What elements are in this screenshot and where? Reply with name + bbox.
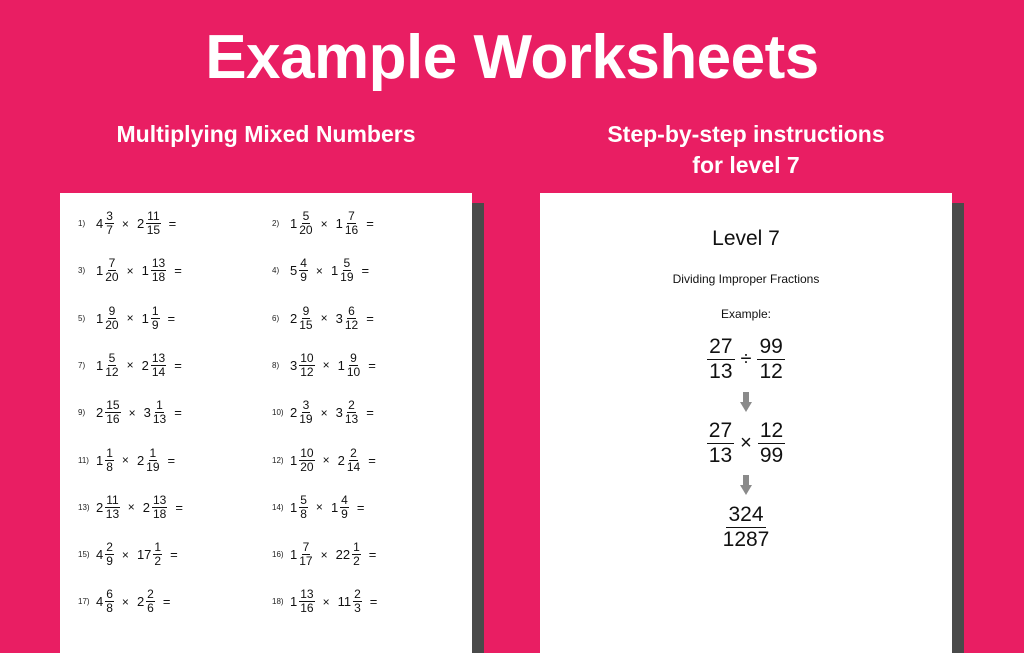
denominator: 12 [105,364,119,379]
numerator: 3 [106,209,113,223]
problem-6 [272,305,374,332]
problem-number: 4) [272,266,280,276]
numerator: 1 [106,445,113,460]
denominator: 13 [344,412,359,427]
numerator: 99 [759,335,783,358]
example-label: Example: [720,307,772,321]
numerator: 2 [354,587,361,602]
denominator: 10 [346,364,361,379]
problem-4 [272,257,369,284]
whole-number: 1 [290,594,298,610]
problem-17 [78,588,170,615]
right-subtitle [540,119,952,181]
denominator: 19 [340,270,354,285]
numerator: 6 [348,303,355,318]
numerator: 7 [348,209,355,223]
denominator: 12 [759,360,783,383]
denominator: 7 [106,223,113,237]
whole-number: 5 [290,263,298,279]
multiply-operator: × [126,311,134,326]
numerator: 1 [149,445,157,460]
whole-number: 2 [290,405,298,421]
right-subtitle-line1: Step-by-step instructions [607,121,885,147]
whole-number: 17 [136,547,152,563]
fraction [105,541,114,568]
level-title: Level 7 [712,227,780,250]
fraction [146,447,159,474]
whole-number: 1 [96,452,104,468]
fraction [105,257,118,284]
arrow-down-icon [740,475,752,495]
numerator: 10 [300,350,314,365]
numerator: 324 [728,503,764,526]
fraction [352,541,361,568]
fraction [153,399,166,426]
multiply-operator: × [121,216,129,231]
whole-number: 1 [330,263,339,279]
problem-number: 7) [78,360,86,370]
fraction [347,352,360,379]
problem-number: 1) [78,219,86,228]
fraction [299,352,314,379]
worksheet-level-7-instructions [540,193,952,653]
numerator: 7 [108,256,116,271]
denominator: 18 [151,270,166,285]
problem-10 [272,399,374,426]
right-sheet-shadow [952,203,964,653]
numerator: 1 [151,303,159,318]
denominator: 9 [106,554,113,569]
whole-number: 2 [141,357,149,373]
problem-5 [78,305,175,332]
fraction [757,335,784,384]
fraction [299,494,308,521]
fraction [347,447,360,474]
fraction [707,335,734,384]
equals-sign: = [369,594,378,610]
fraction [105,352,118,379]
denominator: 18 [152,506,167,521]
denominator: 13 [709,360,733,383]
denominator: 16 [300,601,314,616]
numerator: 2 [147,587,154,602]
denominator: 2 [353,554,360,569]
fraction [151,352,166,379]
right-subtitle-line2: for level 7 [692,152,800,178]
equals-sign: = [167,310,176,326]
whole-number: 1 [96,357,104,373]
problem-3 [78,257,182,284]
numerator: 5 [300,492,307,507]
equals-sign: = [162,594,171,610]
problem-13 [78,494,183,521]
step-3-result [540,503,952,552]
fraction [340,257,353,284]
fraction [299,447,314,474]
problem-11 [78,447,175,474]
numerator: 13 [151,256,166,271]
denominator: 3 [354,601,361,616]
multiply-operator: × [126,358,134,373]
denominator: 8 [106,459,113,474]
arrow-down-icon [740,392,752,412]
numerator: 13 [151,350,166,365]
equals-sign: = [174,357,182,373]
denominator: 99 [759,444,784,467]
multiply-operator: × [121,547,129,562]
multiply-operator: × [320,405,328,420]
whole-number: 2 [96,499,104,515]
whole-number: 22 [335,547,351,563]
numerator: 5 [302,209,310,223]
numerator: 10 [300,445,314,460]
denominator: 14 [346,459,361,474]
numerator: 13 [152,492,167,507]
fraction [153,541,162,568]
multiply-operator: × [127,500,135,515]
worksheet-multiplying-mixed-numbers [60,193,472,653]
whole-number: 1 [290,547,298,563]
denominator: 9 [151,317,159,332]
multiply-operator: × [320,216,328,231]
whole-number: 2 [337,452,345,468]
numerator: 2 [348,398,355,413]
left-subtitle: Multiplying Mixed Numbers [116,121,416,147]
problem-number: 5) [78,313,86,323]
denominator: 12 [300,364,314,379]
problem-number: 6) [272,313,280,323]
problem-7 [78,352,182,379]
numerator: 5 [108,350,116,365]
fraction [105,447,114,474]
denominator: 20 [299,223,313,237]
denominator: 17 [299,554,313,569]
fraction [345,399,358,426]
denominator: 20 [300,459,314,474]
denominator: 14 [151,364,166,379]
denominator: 20 [105,317,119,332]
problem-number: 11) [78,455,89,465]
denominator: 13 [105,506,120,521]
numerator: 4 [300,256,307,271]
whole-number: 1 [337,357,345,373]
whole-number: 1 [96,310,104,326]
denominator: 13 [152,412,167,427]
equals-sign: = [174,405,182,421]
fraction [105,210,114,237]
problem-number: 8) [272,360,280,370]
problem-number: 17) [78,597,90,607]
multiply-operator: × [128,405,136,420]
equals-sign: = [366,405,374,421]
fraction [146,210,160,237]
fraction [353,588,362,615]
whole-number: 2 [136,216,145,231]
divide-operator: ÷ [740,348,752,370]
problem-number: 9) [78,408,86,418]
multiply-operator: × [740,432,752,454]
denominator: 16 [344,223,359,237]
fraction [723,503,770,552]
whole-number: 3 [335,310,343,326]
numerator: 1 [154,540,162,555]
denominator: 8 [106,601,113,616]
denominator: 1287 [722,528,770,551]
level-subtitle: Dividing Improper Fractions [672,272,820,286]
whole-number: 1 [290,452,298,468]
whole-number: 1 [290,499,298,515]
whole-number: 2 [136,452,145,468]
fraction [299,257,308,284]
problem-number: 18) [272,597,284,607]
problem-18 [272,588,377,615]
whole-number: 2 [142,499,150,515]
numerator: 1 [353,540,360,555]
numerator: 6 [106,587,113,602]
fraction [299,588,314,615]
problem-1 [78,210,176,237]
left-sheet-shadow [472,203,484,653]
denominator: 16 [106,412,120,427]
multiply-operator: × [121,453,129,467]
problem-number: 15) [78,550,90,560]
problem-number: 14) [272,502,284,512]
fraction [152,494,167,521]
whole-number: 3 [290,357,298,373]
whole-number: 2 [136,594,145,610]
problem-15 [78,541,178,568]
numerator: 9 [108,303,116,318]
numerator: 7 [302,540,310,555]
equals-sign: = [368,357,376,373]
multiply-operator: × [322,594,330,609]
multiply-operator: × [121,594,129,609]
problem-2 [272,210,374,237]
multiply-operator: × [320,547,328,562]
fraction [345,210,358,237]
problem-number: 12) [272,455,284,465]
multiply-operator: × [315,263,323,278]
fraction [707,419,734,468]
denominator: 12 [344,317,359,332]
fraction [299,210,312,237]
step-2-expression [540,419,952,468]
whole-number: 1 [96,263,104,279]
problem-number: 3) [78,266,86,276]
multiply-operator: × [315,500,323,515]
denominator: 20 [105,270,119,285]
whole-number: 1 [330,499,339,515]
denominator: 15 [146,223,161,237]
fraction [105,305,118,332]
numerator: 11 [106,492,119,507]
problem-8 [272,352,376,379]
denominator: 2 [154,554,162,569]
denominator: 15 [299,317,313,332]
equals-sign: = [174,263,182,279]
whole-number: 1 [141,310,149,326]
equals-sign: = [361,263,370,279]
equals-sign: = [368,547,377,563]
numerator: 2 [106,540,113,555]
problem-number: 10) [272,408,284,418]
numerator: 3 [302,398,310,413]
equals-sign: = [168,216,177,231]
fraction [299,399,312,426]
whole-number: 3 [143,405,151,421]
equals-sign: = [368,452,376,468]
multiply-operator: × [320,311,328,326]
whole-number: 4 [96,547,104,563]
problem-number: 16) [272,550,284,560]
multiply-operator: × [126,263,134,278]
numerator: 12 [759,419,784,442]
numerator: 11 [147,209,160,223]
equals-sign: = [167,452,176,468]
whole-number: 1 [141,263,149,279]
problem-12 [272,447,376,474]
page-title: Example Worksheets [205,23,819,92]
denominator: 19 [146,459,160,474]
numerator: 13 [300,587,314,602]
denominator: 9 [300,270,307,285]
fraction [105,588,114,615]
numerator: 2 [350,445,357,460]
denominator: 8 [300,506,307,521]
fraction [345,305,358,332]
step-1-expression [540,335,952,384]
whole-number: 2 [96,405,104,421]
equals-sign: = [175,499,183,515]
whole-number: 11 [337,594,352,610]
problem-14 [272,494,364,521]
fraction [151,257,166,284]
fraction [105,494,119,521]
problem-number: 13) [78,502,90,512]
numerator: 27 [708,419,733,442]
numerator: 15 [106,398,120,413]
multiply-operator: × [322,453,330,467]
numerator: 1 [156,398,163,413]
fraction [299,305,312,332]
numerator: 9 [350,350,357,365]
denominator: 19 [299,412,313,427]
equals-sign: = [170,547,178,563]
numerator: 4 [341,492,348,507]
fraction [758,419,785,468]
numerator: 9 [302,303,310,318]
denominator: 6 [147,601,154,616]
whole-number: 4 [96,216,104,231]
equals-sign: = [356,499,365,515]
whole-number: 1 [335,216,343,231]
whole-number: 2 [290,310,298,326]
whole-number: 1 [290,216,298,231]
numerator: 5 [343,256,351,271]
denominator: 9 [341,506,348,521]
problem-16 [272,541,376,568]
problem-number: 2) [272,219,280,228]
equals-sign: = [366,310,374,326]
fraction [146,588,155,615]
fraction [105,399,120,426]
numerator: 27 [709,335,733,358]
whole-number: 3 [335,405,343,421]
problem-9 [78,399,182,426]
fraction [151,305,160,332]
whole-number: 4 [96,594,104,610]
fraction [340,494,349,521]
denominator: 13 [708,444,733,467]
equals-sign: = [366,216,374,231]
fraction [299,541,312,568]
multiply-operator: × [322,358,330,373]
